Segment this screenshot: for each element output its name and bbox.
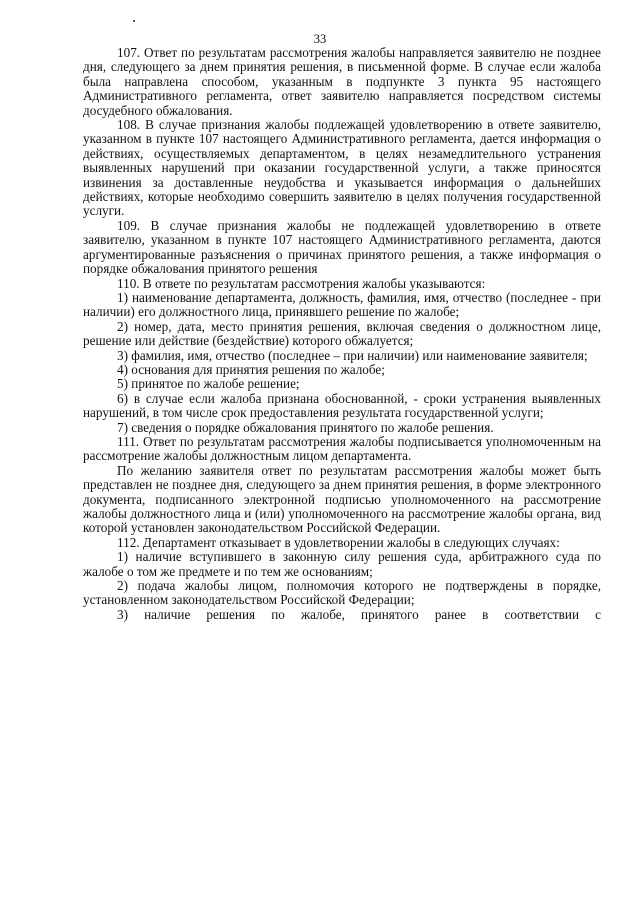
- paragraph-109: 109. В случае признания жалобы не подлежащей удовлетворению в ответе заявителю, указанном в пункте 107 настоящего Административного регламента, даются аргументированные разъяснения о причинах принятого решения, а также информация о порядке обжалования принятого решения: [83, 217, 601, 277]
- list-item-110-5: 5) принятое по жалобе решение;: [117, 376, 300, 392]
- list-item-110-1: 1) наименование департамента, должность, фамилия, имя, отчество (последнее - при наличии) его должностного лица, принявшего решение по жалобе;: [83, 289, 601, 320]
- list-item-112-2: 2) подача жалобы лицом, полномочия которого не подтверждены в порядке, установленном законодательством Российской Федерации;: [83, 578, 601, 608]
- paragraph-111-electronic: По желанию заявителя ответ по результатам рассмотрения жалобы может быть представлен не позднее дня, следующего за днем принятия решения, в форме электронного документа, подписанного электронной подписью уполномоченного на рассмотрение жалобы должностного лица и (или) уполномоченного на рассмотрение жалобы органа, вид которой установлен законодательством Российской Федерации.: [83, 462, 601, 536]
- list-item-110-7: 7) сведения о порядке обжалования принятого по жалобе решения.: [117, 419, 494, 435]
- list-item-112-3: 3) наличие решения по жалобе, принятого ранее в соответствии с: [117, 606, 601, 622]
- paragraph-111: 111. Ответ по результатам рассмотрения жалобы подписывается уполномоченным на рассмотрение жалобы должностным лицом департамента.: [83, 433, 601, 464]
- list-item-112-1: 1) наличие вступившего в законную силу решения суда, арбитражного суда по жалобе о том же предмете и по тем же основаниям;: [83, 549, 601, 579]
- list-item-110-6: 6) в случае если жалоба признана обоснованной, - сроки устранения выявленных нарушений, в том числе срок предоставления результата государственной услуги;: [83, 390, 601, 421]
- page-number: 33: [313, 32, 327, 46]
- scan-dot: [133, 20, 135, 22]
- paragraph-112: 112. Департамент отказывает в удовлетворении жалобы в следующих случаях:: [117, 534, 560, 550]
- paragraph-108: 108. В случае признания жалобы подлежащей удовлетворению в ответе заявителю, указанном в пункте 107 настоящего Административного регламента, дается информация о действиях, осуществляемых департаментом, в целях незамедлительного устранения выявленных нарушений при оказании государственной услуги, а также приносятся извинения за доставленные неудобства и указывается информация о дальнейших действиях, которые необходимо совершить заявителю в целях получения государственной услуги.: [83, 117, 601, 219]
- list-item-110-4: 4) основания для принятия решения по жалобе;: [117, 361, 385, 377]
- paragraph-110: 110. В ответе по результатам рассмотрения жалобы указываются:: [117, 275, 486, 291]
- paragraph-107: 107. Ответ по результатам рассмотрения жалобы направляется заявителю не позднее дня, следующего за днем принятия решения, в письменной форме. В случае если жалоба была направлена способом, указанным в подпункте 3 пункта 95 настоящего Административного регламента, ответ заявителю направляется посредством системы досудебного обжалования.: [83, 45, 601, 118]
- list-item-110-2: 2) номер, дата, место принятия решения, включая сведения о должностном лице, решение или действие (бездействие) которого обжалуется;: [83, 318, 601, 349]
- list-item-110-3: 3) фамилия, имя, отчество (последнее – при наличии) или наименование заявителя;: [117, 347, 588, 363]
- document-body: [83, 46, 601, 622]
